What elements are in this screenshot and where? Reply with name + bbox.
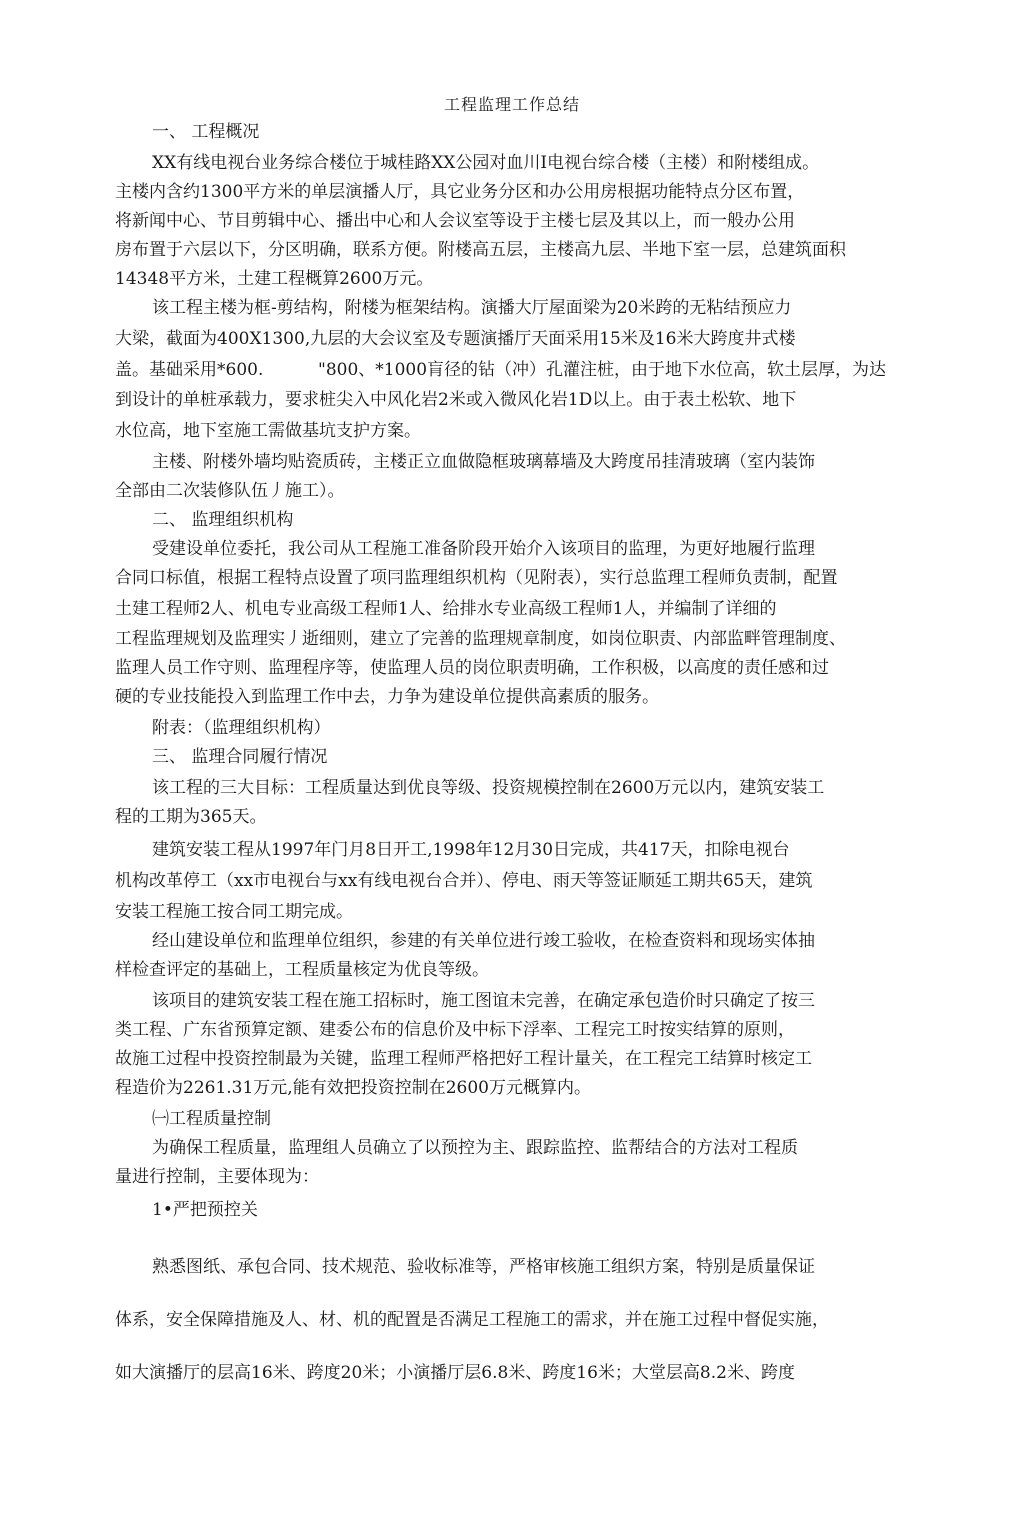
paragraph-line: 主楼内含约1300平方米的单层演播人厅，具它业务分区和办公用房根据功能特点分区布置， xyxy=(115,182,805,202)
paragraph-line: 合同口标值，根据工程特点设置了项冃监理组织机构（见附表），实行总监理工程师负责制，配置 xyxy=(115,568,838,588)
section-heading: 二、 监理组织机构 xyxy=(152,510,294,530)
paragraph-line: 14348平方米，土建工程概算2600万元。 xyxy=(115,269,434,289)
paragraph-line: 程的工期为365天。 xyxy=(115,807,267,827)
paragraph-line: "800、*1000肓径的钻（冲）孔灌注桩，由于地下水位高，软土层厚，为达 xyxy=(318,360,887,380)
section-heading: 一、 工程概况 xyxy=(152,122,260,142)
paragraph-line: 为确保工程质量，监理组人员确立了以预控为主、跟踪监控、监帮结合的方法对工程质 xyxy=(152,1138,798,1158)
paragraph-line: 机构改革停工（xx市电视台与xx有线电视台合并）、停电、雨天等签证顺延工期共65天，建筑 xyxy=(115,871,813,891)
attachment-note: 附表：（监理组织机构） xyxy=(152,718,331,738)
paragraph-line: 工程监理规划及监理实丿逝细则，建立了完善的监理规章制度，如岗位职责、内部监畔管理制度、 xyxy=(115,629,846,649)
section-heading: 三、 监理合同履行情况 xyxy=(152,747,328,767)
paragraph-line: 体系，安全保障措施及人、材、机的配置是否满足工程施工的需求，并在施工过程中督促实施， xyxy=(115,1310,829,1330)
paragraph-line: 如大演播厅的层高16米、跨度20米；小演播厅层6.8米、跨度16米；大堂层高8.2米、跨度 xyxy=(115,1363,795,1383)
paragraph-line: 经山建设单位和监理单位组织，参建的有关单位进行竣工验收，在检查资料和现场实体抽 xyxy=(152,931,815,951)
paragraph-line: 大梁，截面为400X1300,九层的大会议室及专题演播厅天面采用15米及16米大跨度井式楼 xyxy=(115,329,796,349)
paragraph-line: 该工程主楼为框-剪结构，附楼为框架结构。演播大厅屋面梁为20米跨的无粘结预应力 xyxy=(152,298,792,318)
paragraph-line: 全部由二次装修队伍丿施工）。 xyxy=(115,481,345,501)
paragraph-line: 土建工程师2人、机电专业高级工程师1人、给排水专业高级工程师1人，并编制了详细的 xyxy=(115,599,777,619)
paragraph-line: 量进行控制，主要体现为： xyxy=(115,1167,319,1187)
paragraph-line: 受建设单位委托，我公司从工程施工准备阶段开始介入该项目的监理，为更好地履行监理 xyxy=(152,539,815,559)
paragraph-line: 故施工过程中投资控制最为关键，监理工程师严格把好工程计量关，在工程完工结算时核定工 xyxy=(115,1049,812,1069)
paragraph-line: 盖。基础采用*600. xyxy=(115,360,264,380)
paragraph-line: XX有线电视台业务综合楼位于城桂路XX公园对血川I电视台综合楼（主楼）和附楼组成。 xyxy=(152,153,820,173)
paragraph-line: 样检查评定的基础上，工程质量核定为优良等级。 xyxy=(115,960,489,980)
paragraph-line: 到设计的单桩承载力，要求桩尖入中风化岩2米或入微风化岩1D以上。由于表土松软、地下 xyxy=(115,390,797,410)
paragraph-line: 水位高，地下室施工需做基坑支护方案。 xyxy=(115,421,421,441)
paragraph-line: 熟悉图纸、承包合同、技术规范、验收标准等，严格审核施工组织方案，特别是质量保证 xyxy=(152,1257,815,1277)
document-title: 工程监理工作总结 xyxy=(443,95,580,114)
paragraph-line: 监理人员工作守则、监理程序等，使监理人员的岗位职责明确，工作积极，以高度的责任感和过 xyxy=(115,658,829,678)
paragraph-line: 主楼、附楼外墙均贴瓷质砖，主楼正立血做隐框玻璃幕墙及大跨度吊挂清玻璃（室内装饰 xyxy=(152,452,815,472)
paragraph-line: 程造价为2261.31万元,能有效把投资控制在2600万元概算内。 xyxy=(115,1078,591,1098)
numbered-heading: 1•严把预控关 xyxy=(152,1200,258,1220)
paragraph-line: 该工程的三大目标：工程质量达到优良等级、投资规模控制在2600万元以内，建筑安装工 xyxy=(152,778,825,798)
paragraph-line: 硬的专业技能投入到监理工作中去，力争为建设单位提供高素质的服务。 xyxy=(115,687,659,707)
paragraph-line: 将新闻中心、节目剪辑中心、播出中心和人会议室等设于主楼七层及其以上，而一般办公用 xyxy=(115,211,795,231)
paragraph-line: 该项目的建筑安装工程在施工招标时，施工图谊未完善，在确定承包造价时只确定了按三 xyxy=(152,991,815,1011)
subsection-heading: ㈠工程质量控制 xyxy=(152,1109,271,1129)
paragraph-line: 房布置于六层以下，分区明确，联系方便。附楼高五层，主楼高九层、半地下室一层，总建筑面积 xyxy=(115,240,846,260)
paragraph-line: 建筑安装工程从1997年门月8日开工,1998年12月30日完成，共417天，扣除电视台 xyxy=(152,840,790,860)
paragraph-line: 类工程、广东省预算定额、建委公布的信息价及中标下浮率、工程完工时按实结算的原则， xyxy=(115,1020,795,1040)
paragraph-line: 安装工程施工按合同工期完成。 xyxy=(115,902,353,922)
